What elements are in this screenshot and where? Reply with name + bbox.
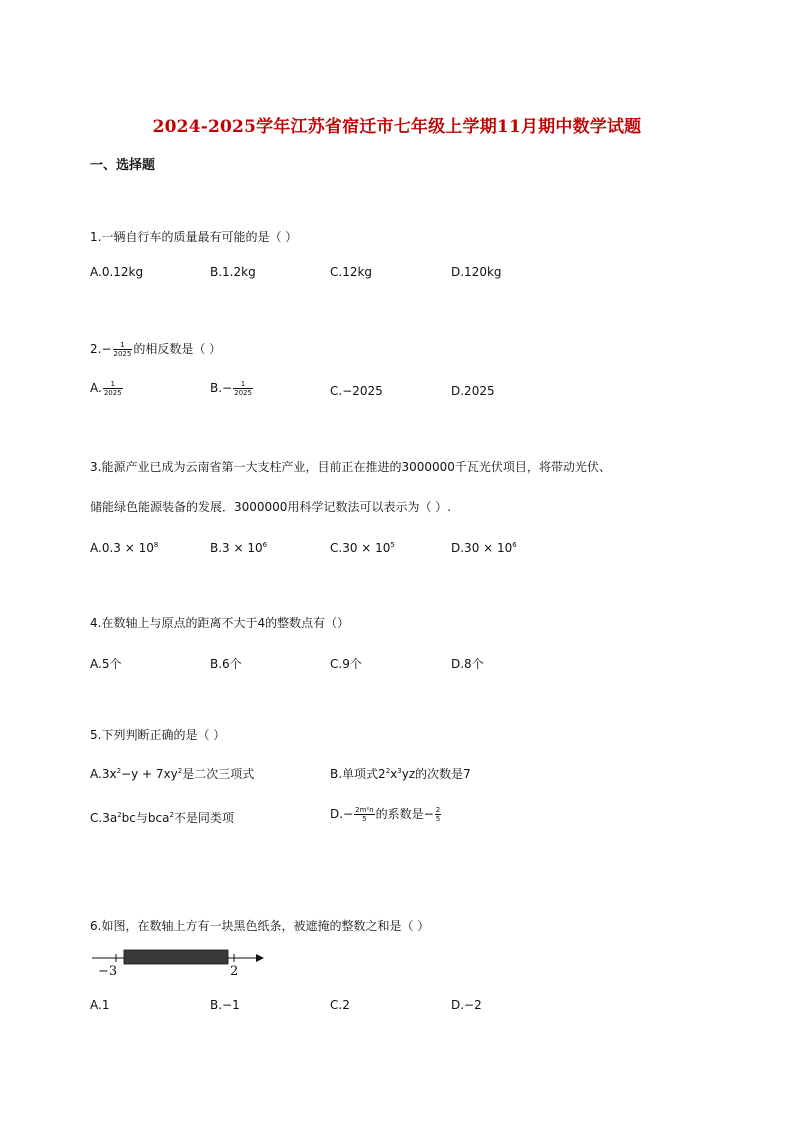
q3-option-c-exp: 5 bbox=[390, 541, 395, 549]
q5-b-exp2: 3 bbox=[397, 767, 402, 775]
q3-option-d-exp: 6 bbox=[512, 541, 517, 549]
q1-option-a[interactable]: A.0.12kg bbox=[90, 265, 144, 279]
section-heading: 一、选择题 bbox=[90, 158, 156, 173]
q3-option-b-base: B.3 × 10 bbox=[210, 541, 263, 555]
q2-opt-a-num: 1 bbox=[103, 380, 123, 389]
q2-option-d[interactable]: D.2025 bbox=[451, 384, 495, 398]
axis-arrow-icon bbox=[256, 954, 264, 962]
q4-option-a[interactable]: A.5个 bbox=[90, 657, 122, 671]
question-3-line-1: 3.能源产业已成为云南省第一大支柱产业，目前正在推进的3000000千瓦光伏项目，将带动光伏、 bbox=[90, 460, 611, 474]
q5-d-frac2-num: 2 bbox=[435, 806, 441, 814]
q1-option-d[interactable]: D.120kg bbox=[451, 265, 502, 279]
q5-c-exp2: 2 bbox=[169, 811, 174, 819]
q4-option-d[interactable]: D.8个 bbox=[451, 657, 484, 671]
q3-option-a[interactable] bbox=[90, 541, 158, 555]
q2-option-b-label: B.− bbox=[210, 381, 233, 395]
question-2-stem bbox=[90, 340, 221, 358]
q5-c-part2: bc与bca bbox=[121, 811, 170, 825]
q2-option-a[interactable] bbox=[90, 380, 124, 397]
q5-d-frac2-den: 5 bbox=[435, 815, 441, 823]
question-1-stem: 1.一辆自行车的质量最有可能的是（ ） bbox=[90, 230, 298, 244]
q2-opt-b-den: 2025 bbox=[234, 389, 252, 397]
q5-d-part2: 的系数是− bbox=[375, 807, 434, 821]
q2-frac-den: 2025 bbox=[113, 350, 132, 358]
q3-option-a-exp: 8 bbox=[153, 541, 159, 549]
black-paper-strip bbox=[124, 950, 228, 964]
q5-a-part3: 是二次三项式 bbox=[182, 767, 255, 781]
q6-option-b[interactable]: B.−1 bbox=[210, 998, 240, 1012]
q1-option-c[interactable]: C.12kg bbox=[330, 265, 373, 279]
question-3-line-2: 储能绿色能源装备的发展．3000000用科学记数法可以表示为（ ）. bbox=[90, 500, 452, 514]
q1-option-b[interactable]: B.1.2kg bbox=[210, 265, 256, 279]
q5-d-part1: D.− bbox=[330, 807, 354, 821]
q5-a-exp1: 2 bbox=[116, 767, 122, 775]
q5-c-part1: C.3a bbox=[90, 811, 118, 825]
q5-b-part1: B.单项式2 bbox=[330, 767, 386, 781]
q3-option-d-base: D.30 × 10 bbox=[451, 541, 513, 555]
q5-a-exp2: 2 bbox=[177, 767, 183, 775]
axis-label-right: 2 bbox=[230, 964, 239, 979]
q5-option-c[interactable] bbox=[90, 809, 234, 826]
q2-option-c[interactable]: C.−2025 bbox=[330, 384, 383, 398]
q5-a-part1: A.3x bbox=[90, 767, 117, 781]
q6-option-d[interactable]: D.−2 bbox=[451, 998, 482, 1012]
q2-option-a-label: A. bbox=[90, 381, 102, 395]
q4-option-c[interactable]: C.9个 bbox=[330, 657, 362, 671]
q2-frac-num: 1 bbox=[113, 341, 133, 350]
q5-option-d[interactable] bbox=[330, 805, 442, 823]
q5-c-exp1: 2 bbox=[117, 811, 122, 819]
q5-d-frac-den: 5 bbox=[362, 815, 367, 823]
q5-option-a[interactable] bbox=[90, 765, 254, 782]
q5-d-frac-num: 2m²n bbox=[355, 806, 374, 814]
q6-option-a[interactable]: A.1 bbox=[90, 998, 110, 1012]
q2-opt-a-den: 2025 bbox=[103, 389, 122, 397]
q5-b-part2: x bbox=[390, 767, 398, 781]
q3-option-b-exp: 6 bbox=[262, 541, 268, 549]
q2-prefix: 2.− bbox=[90, 342, 112, 356]
q5-b-part3: yz的次数是7 bbox=[401, 767, 471, 781]
q2-suffix: 的相反数是（ ） bbox=[133, 342, 222, 356]
q5-a-part2: −y + 7xy bbox=[121, 767, 178, 781]
q4-option-b[interactable]: B.6个 bbox=[210, 657, 242, 671]
q2-fraction bbox=[113, 341, 133, 358]
number-line-figure bbox=[88, 948, 268, 980]
axis-label-left: −3 bbox=[98, 964, 118, 979]
q3-option-c-base: C.30 × 10 bbox=[330, 541, 391, 555]
q2-opt-b-num: 1 bbox=[233, 380, 253, 389]
q3-option-a-base: A.0.3 × 10 bbox=[90, 541, 154, 555]
question-4-stem: 4.在数轴上与原点的距离不大于4的整数点有（） bbox=[90, 616, 350, 630]
q3-option-b[interactable] bbox=[210, 541, 267, 555]
q5-c-part3: 不是同类项 bbox=[173, 811, 234, 825]
q3-option-d[interactable] bbox=[451, 541, 517, 555]
q5-b-exp1: 2 bbox=[385, 767, 391, 775]
question-6-stem: 6.如图，在数轴上方有一块黑色纸条，被遮掩的整数之和是（ ） bbox=[90, 919, 430, 933]
q3-option-c[interactable] bbox=[330, 541, 395, 555]
q5-option-b[interactable] bbox=[330, 765, 471, 782]
question-5-stem: 5.下列判断正确的是（ ） bbox=[90, 728, 226, 742]
q6-option-c[interactable]: C.2 bbox=[330, 998, 350, 1012]
page-title: 2024-2025学年江苏省宿迁市七年级上学期11月期中数学试题 bbox=[152, 117, 642, 137]
q2-option-b[interactable] bbox=[210, 380, 254, 397]
